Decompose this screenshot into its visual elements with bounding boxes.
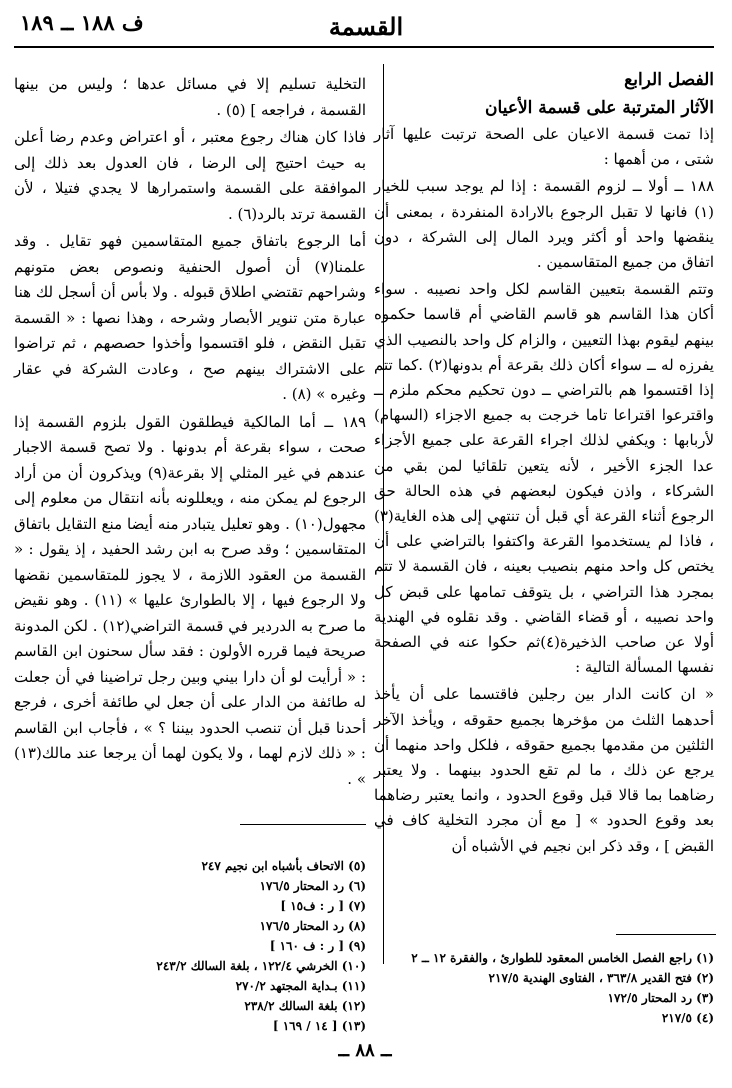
paragraph: ١٨٩ ــ أما المالكية فيطلقون القول بلزوم القسمة إذا صحت ، سواء بقرعة أم بدونها . ولا تصح قسمة الاجبار عندهم في غير المثلي إلا بقرعة(٩) ويذكرون أن من أراد الرجوع لم يمكن منه ، ويعللونه بأنه انتقال من معلوم إلى مجهول(١٠) . وهو تعليل يتبادر منه أيضا منع التقايل باتفاق المتقاسمين ؛ وقد صرح به ابن رشد الحفيد ، إذ يقول : « القسمة من العقود اللازمة ، لا يجوز للمتقاسمين نقضها ولا الرجوع فيها ، إلا بالطوارئ عليها » (١١) . وهو نقيض ما صرح به الدردير في قسمة التراضي(١٢) . لكن المدونة صريحة فيما قرره الأولون : فقد سأل سحنون ابن القاسم : « أرأيت لو أن دارا بيني وبين رجل تراضينا في أن جعلت له طائفة من الدار على أن جعل لي طائفة أخرى ، فرجع أحدنا قبل أن تنصب الحدود بيننا ؟ » ، فأجاب ابن القاسم : « ذلك لازم لهما ، ولا يكون لهما أن يرجعا عند مالك(١٣) » . [14, 412, 366, 788]
footnote: (١) راجع الفصل الخامس المعقود للطوارئ ، والفقرة ١٢ ــ ٢ [411, 951, 714, 965]
running-title: القسمة [328, 12, 404, 41]
footnote: (٥) الاتحاف بأشباه ابن نجيم ٢٤٧ [201, 859, 366, 873]
footnotes-right [334, 948, 714, 1028]
footnote: (٩) [ ر : ف ١٦٠ ] [269, 939, 366, 953]
footnotes-left [20, 856, 366, 1036]
right-column [374, 66, 714, 861]
footnote: (١٠) الخرشي ١٢٢/٤ ، بلغة السالك ٢٤٣/٢ [156, 959, 366, 973]
paragraph: ١٨٨ ــ أولا ــ لزوم القسمة : إذا لم يوجد سبب للخيار (١) فانها لا تقبل الرجوع بالارادة المنفردة ، بمعنى أن ينقضها واحد أو أكثر ويرد المال إلى الشركة ، دون اتفاق من جميع المتقاسمين . [374, 177, 714, 272]
paragraph: أما الرجوع باتفاق جميع المتقاسمين فهو تقايل . وقد علمنا(٧) أن أصول الحنفية ونصوص بعض متونهم وشراحهم تقتضي اطلاق قبوله . ولا بأس أن أسجل لك هنا عبارة متن تنوير الأبصار وشرحه ، وهذا نصها : « القسمة تقبل النقض ، فلو اقتسموا وأخذوا حصصهم ، ثم تراضوا على الاشتراك بينهم صح ، وعادت الشركة في عقار وغيره » (٨) . [14, 232, 366, 403]
footnote: (٣) رد المحتار ١٧٢/٥ [607, 991, 714, 1005]
footnote-rule [616, 934, 716, 935]
paragraph: « ان كانت الدار بين رجلين فاقتسما على أن يأخذ أحدهما الثلث من مؤخرها بجميع حقوقه ، ويأخذ الآخر الثلثين من مقدمها بجميع حقوقه ، فلكل واحد منهما أن يرجع عن ذلك ، ما لم تقع الحدود بينهما . ولا يعتبر رضاهما بما قالا قبل وقوع الحدود ، وانما يعتبر رضاهما بعد وقوع الحدود » [ مع أن مجرد التخلية كاف في القبض ] ، وقد ذكر ابن نجيم في الأشباه أن [374, 685, 714, 855]
header-rule [14, 46, 714, 48]
footnote: (٦) رد المحتار ١٧٦/٥ [259, 879, 366, 893]
chapter-subheading: الآثار المترتبة على قسمة الأعيان [485, 98, 714, 118]
footnote: (١٣) [ ١٤ / ١٦٩ ] [272, 1019, 366, 1033]
page-number: ــ ٨٨ ــ [338, 1040, 392, 1061]
chapter-heading: الفصل الرابع [624, 70, 714, 90]
footnote: (١٢) بلغة السالك ٢٣٨/٢ [244, 999, 366, 1013]
left-column [14, 72, 366, 794]
section-range: ف ١٨٨ ــ ١٨٩ [20, 10, 144, 35]
footnote: (٤) ٢١٧/٥ [661, 1011, 714, 1025]
paragraph: وتتم القسمة بتعيين القاسم لكل واحد نصيبه . سواء أكان هذا القاسم هو قاسم القاضي أم قاسما حكموه بينهم ليقوم بهذا التعيين ، والزام كل واحد بالنصيب الذي يفرزه له ــ سواء أكان ذلك بقرعة أم بدونها(٢) .كما تتم إذا اقتسموا هم بالتراضي ــ دون تحكيم محكم ملزم ــ واقترعوا اقتراعا تاما خرجت به جميع الاجزاء (السهام) لأربابها : ويكفي لذلك اجراء القرعة على جميع الأجزاء عدا الجزء الأخير ، لأنه يتعين تلقائيا لمن بقي من الشركاء ، واذن فيكون لبعضهم في هذه الحالة حق الرجوع أثناء القرعة أي قبل أن تنتهي إلى هذه الغاية(٣) ، فاذا لم يستخدموا القرعة واكتفوا بالتراضي على أن يختص كل واحد منهم بنصيب بعينه ، فان القسمة لا تتم بمجرد هذا التراضي ، بل يتوقف تمامها على قبض كل واحد نصيبه ، أو قضاء القاضي . وقد نقلوه في الهندية أولا عن صاحب الذخيرة(٤)ثم حكوا عنه في الصفحة نفسها المسألة التالية : [374, 280, 714, 677]
paragraph: فاذا كان هناك رجوع معتبر ، أو اعتراض وعدم رضا أعلن به حيث احتيج إلى الرضا ، فان العدول بعد ذلك إلى الموافقة على القسمة واستمرارها لا يجدي فتيلا ، لأن القسمة ترتد بالرد(٦) . [14, 128, 366, 223]
footnote: (٢) فتح القدير ٣٦٣/٨ ، الفتاوى الهندية ٢١٧/٥ [488, 971, 714, 985]
footnote: (١١) بـداية المجتهد ٢٧٠/٢ [235, 979, 366, 993]
paragraph: التخلية تسليم إلا في مسائل عدها ؛ وليس من بينها القسمة ، فراجعه ] (٥) . [14, 75, 366, 119]
footnote: (٧) [ ر : ف١٥ ] [280, 899, 366, 913]
footnote: (٨) رد المحتار ١٧٦/٥ [259, 919, 366, 933]
paragraph: إذا تمت قسمة الاعيان على الصحة ترتبت عليها آثار شتى ، من أهمها : [374, 125, 714, 169]
footnote-rule [240, 824, 366, 825]
